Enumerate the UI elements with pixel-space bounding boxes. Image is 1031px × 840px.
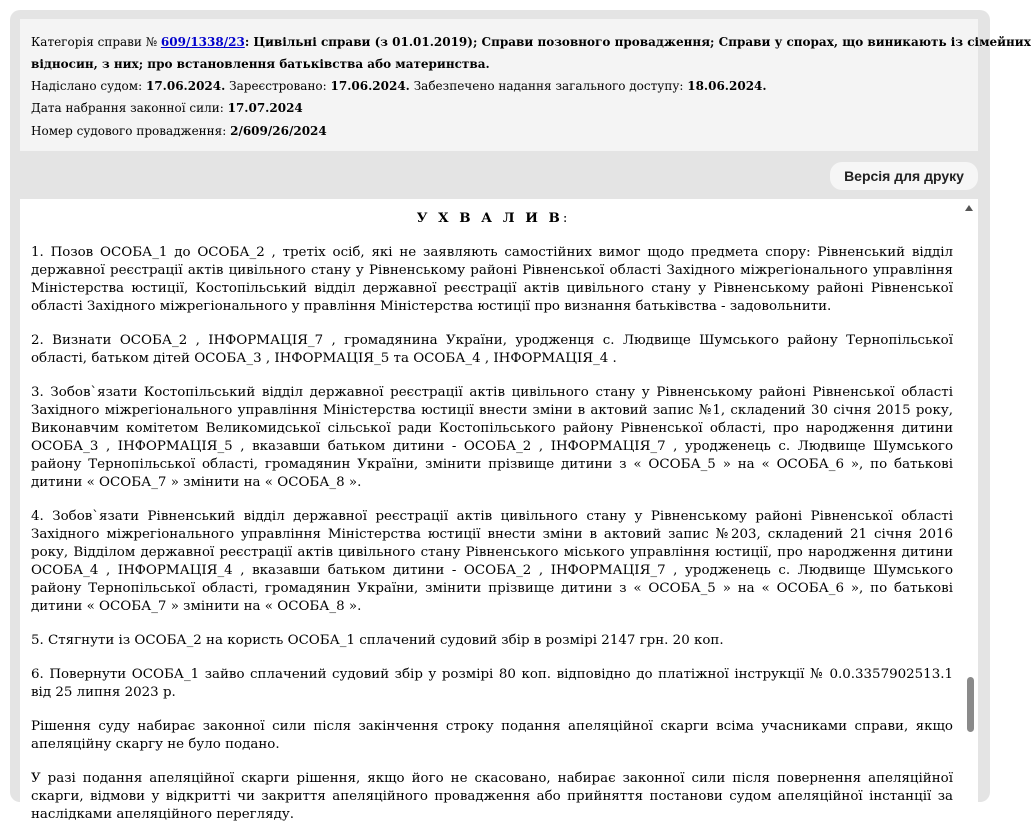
document-panel[interactable]: [20, 199, 978, 822]
document-scrollbar[interactable]: [961, 199, 978, 802]
registered-label: Зареєстровано:: [225, 79, 331, 93]
proceeding-number: 2/609/26/2024: [230, 124, 327, 138]
ruling-paragraph-8: У разі подання апеляційної скарги рішення, якщо його не скасовано, набирає законної сили після повернення апеляційної скарги, відмови у відкритті чи закриття апеляційного провадження або прийняття постанови судом апеляційної інстанції за наслідками апеляційного перегляду.: [31, 771, 953, 822]
print-version-button[interactable]: Версія для друку: [830, 162, 978, 190]
access-label: Забезпечено надання загального доступу:: [409, 79, 688, 93]
registered-date: 17.06.2024.: [330, 79, 410, 93]
case-info-card: [20, 19, 1031, 151]
ruling-heading: [31, 209, 953, 228]
case-category-line: [31, 35, 1031, 49]
scroll-up-arrow-icon[interactable]: [965, 205, 973, 211]
ruling-paragraph-7: Рішення суду набирає законної сили після закінчення строку подання апеляційної скарги всіма учасниками справи, якщо апеляційну скаргу не було подано.: [31, 719, 953, 752]
case-category-line-cont: [31, 57, 490, 71]
access-date: 18.06.2024.: [687, 79, 767, 93]
proceeding-label: Номер судового провадження:: [31, 124, 231, 138]
ruling-paragraph-1: 1. Позов ОСОБА_1 до ОСОБА_2 , третіх осіб, які не заявляють самостійних вимог щодо предмета спору: Рівненський відділ державної реєстрації актів цивільного стану у Рівненському районі Рівненської області Західного міжрегіонального управління Міністерства юстиції, Костопільський відділ державної реєстрації актів цивільного стану у Рівненському районі Рівненської області Західного міжрегіонального у правління Міністерства юстиції про визнання батьківства - задовольнити.: [31, 245, 953, 314]
case-number-link[interactable]: 609/1338/23: [160, 35, 245, 49]
effective-label: Дата набрання законної сили:: [31, 101, 228, 115]
case-page-container: [10, 10, 1031, 822]
sent-date: 17.06.2024.: [145, 79, 226, 93]
case-category-text-cont: відносин, з них; про встановлення батьківства або материнства.: [31, 57, 490, 71]
ruling-paragraph-5: 5. Стягнути із ОСОБА_2 на користь ОСОБА_1 сплачений судовий збір в розмірі 2147 грн. 20 коп.: [31, 633, 724, 648]
effective-date: 17.07.2024: [227, 101, 303, 115]
dates-line: [31, 79, 767, 93]
ruling-paragraph-3: 3. Зобов`язати Костопільський відділ державної реєстрації актів цивільного стану у Рівненському районі Рівненської області Західного міжрегіонального управління Міністерства юстиції внести зміни в актовий запис №1, складений 30 січня 2015 року, Виконавчим комітетом Великомидської сільської ради Костопільського району Рівненської області, про народження дитини ОСОБА_3 , ІНФОРМАЦІЯ_5 , вказавши батьком дитини - ОСОБА_2 , ІНФОРМАЦІЯ_7 , уродженець с. Людвище Шумського району Тернопільської області, громадянин України, змінити прізвище дитини з « ОСОБА_5 » на « ОСОБА_6 », по батькові дитини « ОСОБА_7 » змінити на « ОСОБА_8 ».: [31, 385, 953, 490]
document-text: [31, 209, 953, 840]
ruling-paragraph-2: 2. Визнати ОСОБА_2 , ІНФОРМАЦІЯ_7 , громадянина України, уродженця с. Людвище Шумського району Тернопільської області, батьком дітей ОСОБА_3 , ІНФОРМАЦІЯ_5 та ОСОБА_4 , ІНФОРМАЦІЯ_4 .: [31, 333, 953, 366]
ruling-heading-text: У Х В А Л И В: [416, 210, 563, 226]
case-category-prefix: Категорія справи №: [31, 35, 161, 49]
scrollbar-thumb[interactable]: [967, 677, 974, 732]
ruling-paragraph-4: 4. Зобов`язати Рівненський відділ державної реєстрації актів цивільного стану у Рівненському районі Рівненської області Західного міжрегіонального управління Міністерства юстиції внести зміни в актовий запис №203, складений 21 січня 2016 року, Відділом державної реєстрації актів цивільного стану Рівненського міського управління юстиції, про народження дитини ОСОБА_4 , ІНФОРМАЦІЯ_4 , вказавши батьком дитини - ОСОБА_2 , ІНФОРМАЦІЯ_7 , уродженець с. Людвище Шумського району Тернопільської області, громадянин України, змінити прізвище дитини з « ОСОБА_5 » на « ОСОБА_6 », по батькові дитини « ОСОБА_7 » змінити на « ОСОБА_8 ».: [31, 509, 953, 614]
ruling-heading-colon: :: [562, 211, 568, 226]
case-category-text: : Цивільні справи (з 01.01.2019); Справи позовного провадження; Справи у спорах, що виникають із сімейних: [244, 35, 1031, 49]
effective-date-line: [31, 101, 303, 115]
proceeding-number-line: [31, 124, 327, 138]
ruling-paragraph-6: 6. Повернути ОСОБА_1 зайво сплачений судовий збір у розмірі 80 коп. відповідно до платіжної інструкції № 0.0.3357902513.1 від 25 липня 2023 р.: [31, 667, 953, 700]
sent-label: Надіслано судом:: [31, 79, 146, 93]
